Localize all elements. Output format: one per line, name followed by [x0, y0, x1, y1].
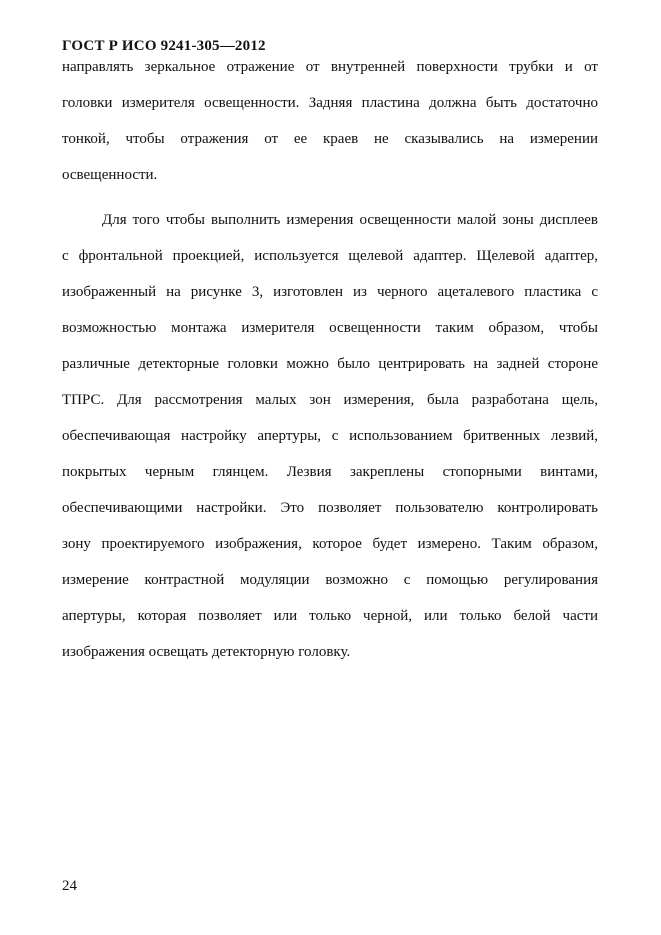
text-line: направлять зеркальное отражение от внутренней поверхности трубки и от — [62, 59, 598, 75]
text-line: головки измерителя освещенности. Задняя пластина должна быть достаточно — [62, 95, 598, 111]
text-line: возможностью монтажа измерителя освещенности таким образом, чтобы — [62, 320, 598, 336]
text-line: апертуры, которая позволяет или только черной, или только белой части — [62, 608, 598, 624]
text-line: зону проектируемого изображения, которое будет измерено. Таким образом, — [62, 536, 598, 552]
text-line: изображенный на рисунке 3, изготовлен из черного ацеталевого пластика с — [62, 284, 598, 300]
document-header: ГОСТ Р ИСО 9241-305—2012 — [62, 38, 266, 54]
text-line: обеспечивающими настройки. Это позволяет пользователю контролировать — [62, 500, 598, 516]
text-line: Для того чтобы выполнить измерения освещенности малой зоны дисплеев — [102, 212, 598, 228]
text-line: измерение контрастной модуляции возможно с помощью регулирования — [62, 572, 598, 588]
paragraph-2 — [62, 211, 598, 679]
text-line: тонкой, чтобы отражения от ее краев не сказывались на измерении — [62, 131, 598, 147]
text-line: с фронтальной проекцией, используется щелевой адаптер. Щелевой адаптер, — [62, 248, 598, 264]
text-line: ТПРС. Для рассмотрения малых зон измерения, была разработана щель, — [62, 392, 598, 408]
text-line: обеспечивающая настройку апертуры, с использованием бритвенных лезвий, — [62, 428, 598, 444]
text-line: покрытых черным глянцем. Лезвия закреплены стопорными винтами, — [62, 464, 598, 480]
text-line: изображения освещать детекторную головку. — [62, 644, 351, 660]
text-line: освещенности. — [62, 167, 158, 183]
text-line: различные детекторные головки можно было центрировать на задней стороне — [62, 356, 598, 372]
paragraph-1 — [62, 58, 598, 202]
page-number: 24 — [62, 878, 77, 894]
